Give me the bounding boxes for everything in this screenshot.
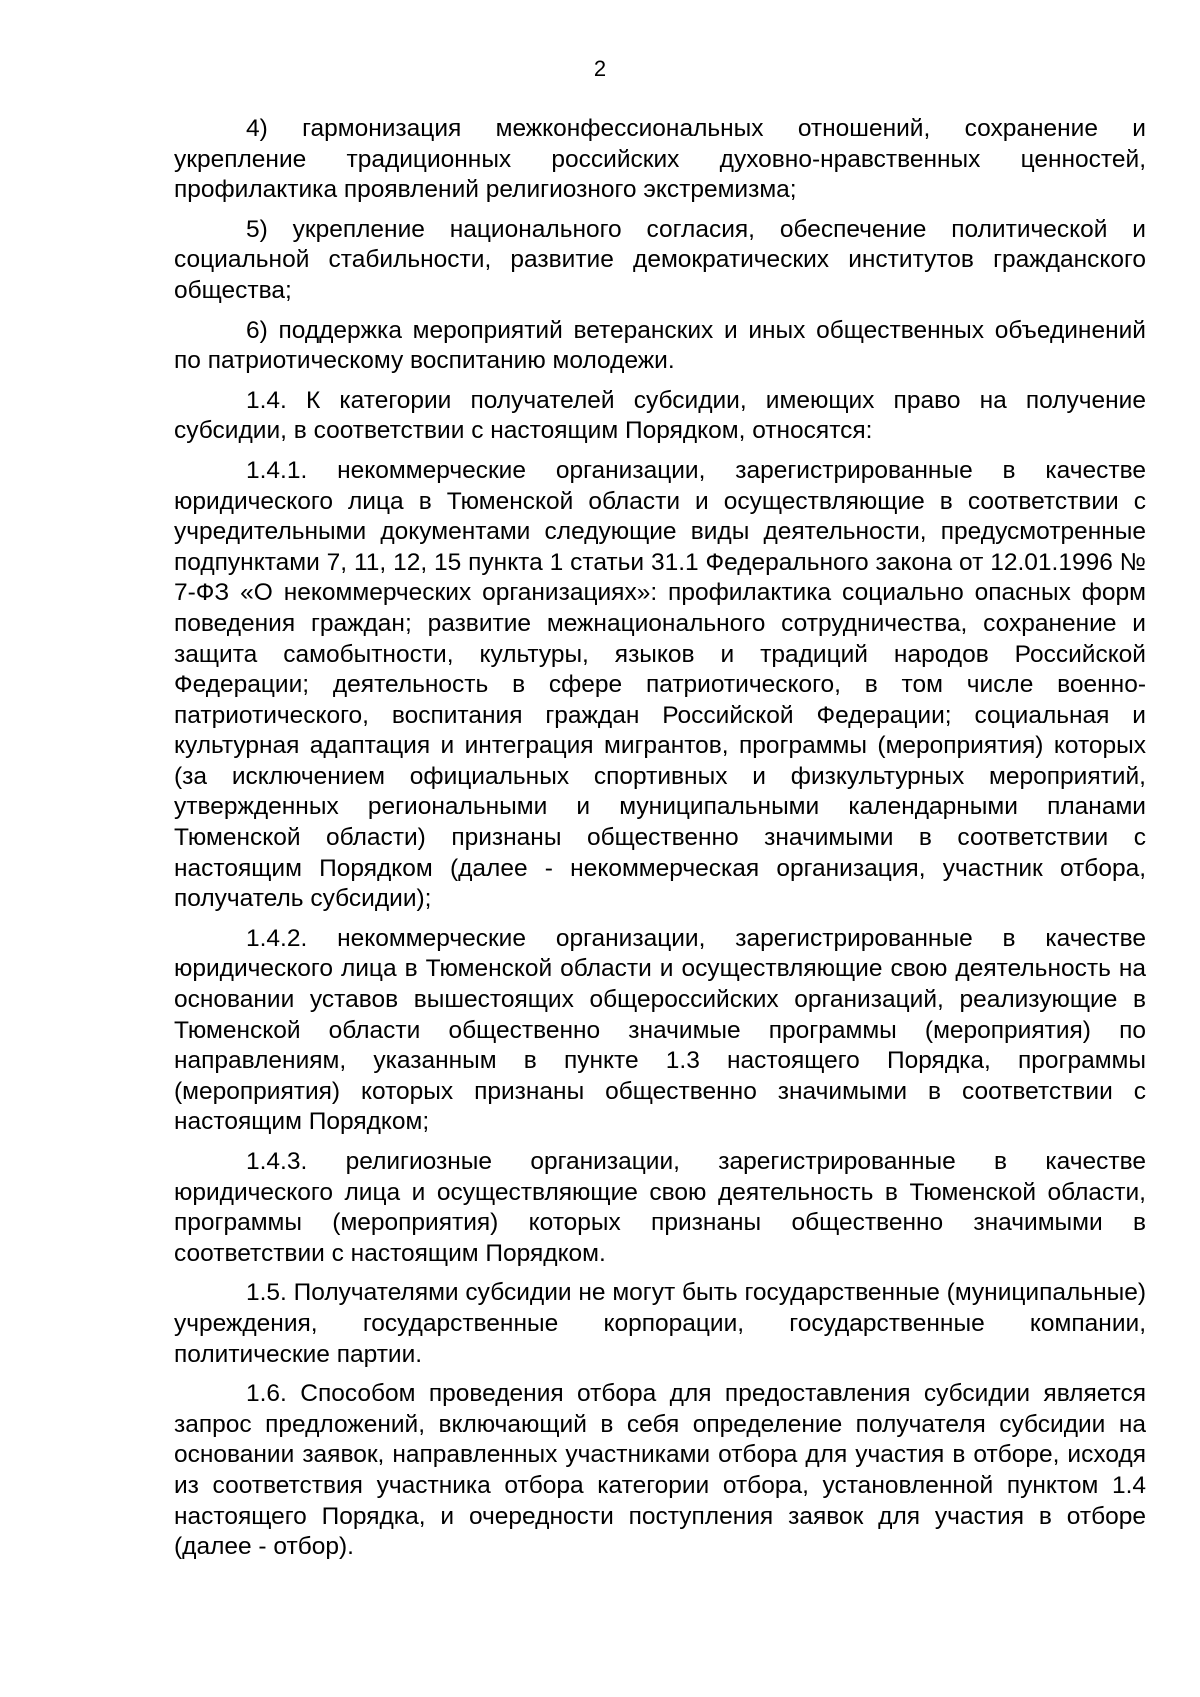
paragraph-item-4: 4) гармонизация межконфессиональных отношений, сохранение и укрепление традиционных российских духовно-нравственных ценностей, профилактика проявлений религиозного экстремизма; [174, 115, 1146, 204]
paragraph-item-6: 6) поддержка мероприятий ветеранских и иных общественных объединений по патриотическому воспитанию молодежи. [174, 316, 1146, 375]
paragraph-1-4-3: 1.4.3. религиозные организации, зарегистрированные в качестве юридического лица и осуществляющие свою деятельность в Тюменской области, программы (мероприятия) которых признаны общественно значимыми в соответствии с настоящим Порядком. [174, 1148, 1146, 1267]
paragraph-item-5: 5) укрепление национального согласия, обеспечение политической и социальной стабильности, развитие демократических институтов гражданского общества; [174, 215, 1146, 304]
paragraph-1-6: 1.6. Способом проведения отбора для предоставления субсидии является запрос предложений, включающий в себя определение получателя субсидии на основании заявок, направленных участниками отбора для участия в отборе, исходя из соответствия участника отбора категории отбора, установленной пунктом 1.4 настоящего Порядка, и очередности поступления заявок для участия в отборе (далее - отбор). [174, 1380, 1146, 1561]
paragraph-1-4-1: 1.4.1. некоммерческие организации, зарегистрированные в качестве юридического лица в Тюменской области и осуществляющие в соответствии с учредительными документами следующие виды деятельности, предусмотренные подпунктами 7, 11, 12, 15 пункта 1 статьи 31.1 Федерального закона от 12.01.1996 № 7-ФЗ «О некоммерческих организациях»: профилактика социально опасных форм поведения граждан; развитие межнационального сотрудничества, сохранение и защита самобытности, культуры, языков и традиций народов Российской Федерации; деятельность в сфере патриотического, в том числе военно-патриотического, воспитания граждан Российской Федерации; социальная и культурная адаптация и интеграция мигрантов, программы (мероприятия) которых (за исключением официальных спортивных и физкультурных мероприятий, утвержденных региональными и муниципальными календарными планами Тюменской области) признаны общественно значимыми в соответствии с настоящим Порядком (далее - некоммерческая организация, участник отбора, получатель субсидии); [174, 456, 1146, 913]
page-number: 2 [593, 56, 607, 81]
paragraph-1-4: 1.4. К категории получателей субсидии, имеющих право на получение субсидии, в соответствии с настоящим Порядком, относятся: [174, 386, 1146, 445]
paragraph-1-5: 1.5. Получателями субсидии не могут быть государственные (муниципальные) учреждения, государственные корпорации, государственные компании, политические партии. [174, 1279, 1146, 1368]
document-body [174, 114, 1146, 1572]
paragraph-1-4-2: 1.4.2. некоммерческие организации, зарегистрированные в качестве юридического лица в Тюменской области и осуществляющие свою деятельность на основании уставов вышестоящих общероссийских организаций, реализующие в Тюменской области общественно значимые программы (мероприятия) по направлениям, указанным в пункте 1.3 настоящего Порядка, программы (мероприятия) которых признаны общественно значимыми в соответствии с настоящим Порядком; [174, 924, 1146, 1136]
